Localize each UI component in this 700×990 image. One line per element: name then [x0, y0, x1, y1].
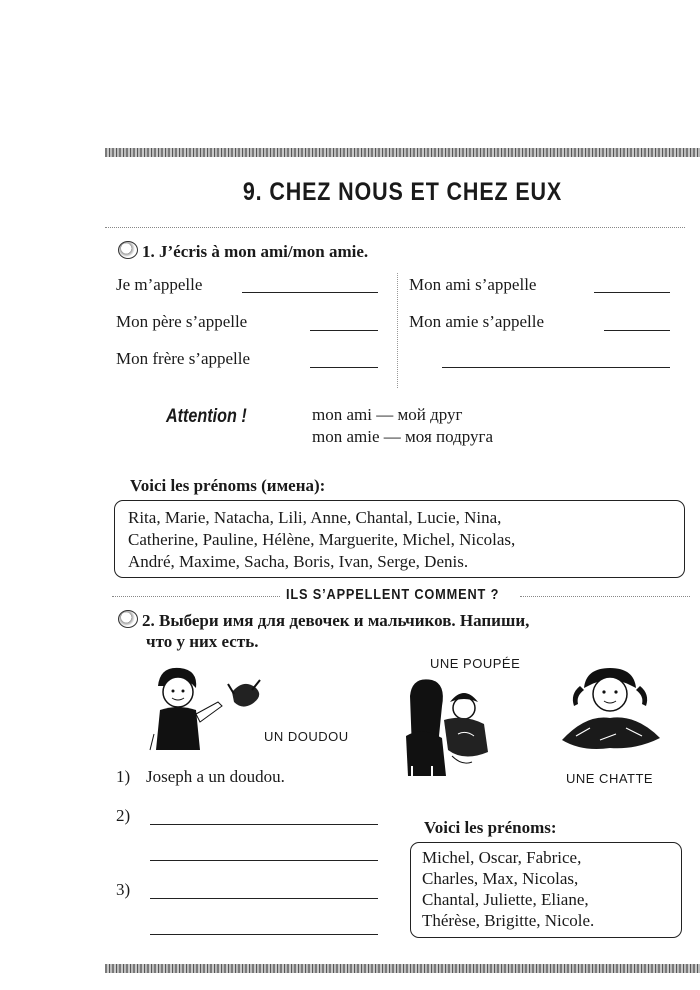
top-border-band: [105, 148, 700, 157]
attention-line-2: mon amie — моя подруга: [312, 427, 494, 446]
exercise-1-heading: 1. J’écris à mon ami/mon amie.: [118, 241, 368, 262]
answer-3-line-a[interactable]: [150, 898, 378, 899]
blank-1[interactable]: [242, 292, 378, 293]
exercise-2-heading-line-2: что у них есть.: [146, 632, 259, 651]
exercise-bullet-icon: [118, 241, 138, 259]
blank-2[interactable]: [310, 330, 378, 331]
label-un-doudou: UN DOUDOU: [264, 729, 349, 744]
names-box-2-line-1: Michel, Oscar, Fabrice,: [422, 848, 582, 867]
answer-1-text: Joseph a un doudou.: [146, 767, 285, 786]
fill-line-mon-ami: Mon ami s’appelle: [409, 275, 537, 294]
subheading-rule-right: [520, 596, 690, 597]
exercise-bullet-icon: [118, 610, 138, 628]
fill-line-mon-frere: Mon frère s’appelle: [116, 349, 251, 368]
names-heading-1: Voici les prénoms (имена):: [130, 476, 326, 495]
answer-3-number: 3): [116, 880, 131, 899]
names-box-1-line-2: Catherine, Pauline, Hélène, Marguerite, Michel, Nicolas,: [128, 530, 516, 549]
answer-2-number: 2): [116, 806, 131, 825]
boy-with-doudou-illustration: [148, 664, 278, 754]
blank-5[interactable]: [604, 330, 670, 331]
names-box-2-line-2: Charles, Max, Nicolas,: [422, 869, 579, 888]
label-une-chatte: UNE CHATTE: [566, 771, 654, 786]
bottom-border-band: [105, 964, 700, 973]
fill-line-je-m-appelle: Je m’appelle: [116, 275, 203, 294]
girl-with-doll-illustration: [402, 676, 502, 780]
attention-line-1: mon ami — мой друг: [312, 405, 463, 424]
blank-3[interactable]: [310, 367, 378, 368]
answer-2-line-b[interactable]: [150, 860, 378, 861]
attention-label: Attention !: [166, 406, 247, 427]
page-title: 9. CHEZ NOUS ET CHEZ EUX: [242, 178, 563, 206]
names-box-1: [114, 500, 685, 578]
girl-with-cat-illustration: [556, 664, 666, 754]
blank-4[interactable]: [594, 292, 670, 293]
label-une-poupee: UNE POUPÉE: [430, 656, 521, 671]
fill-line-mon-amie: Mon amie s’appelle: [409, 312, 545, 331]
exercise-2-heading: 2. Выбери имя для девочек и мальчиков. Напиши,: [118, 610, 529, 631]
names-box-2-line-4: Thérèse, Brigitte, Nicole.: [422, 911, 595, 930]
names-heading-2: Voici les prénoms:: [424, 818, 557, 837]
subheading: ILS S’APPELLENT COMMENT ?: [286, 586, 500, 603]
column-divider: [397, 273, 398, 388]
names-box-1-line-1: Rita, Marie, Natacha, Lili, Anne, Chantal, Lucie, Nina,: [128, 508, 502, 527]
answer-3-line-b[interactable]: [150, 934, 378, 935]
fill-line-mon-pere: Mon père s’appelle: [116, 312, 248, 331]
subheading-rule-left: [112, 596, 280, 597]
names-box-2-line-3: Chantal, Juliette, Eliane,: [422, 890, 589, 909]
blank-6[interactable]: [442, 367, 670, 368]
names-box-2: [410, 842, 682, 938]
names-box-1-line-3: André, Maxime, Sacha, Boris, Ivan, Serge, Denis.: [128, 552, 469, 571]
title-divider: [105, 227, 685, 228]
answer-2-line-a[interactable]: [150, 824, 378, 825]
answer-1-number: 1): [116, 767, 131, 786]
